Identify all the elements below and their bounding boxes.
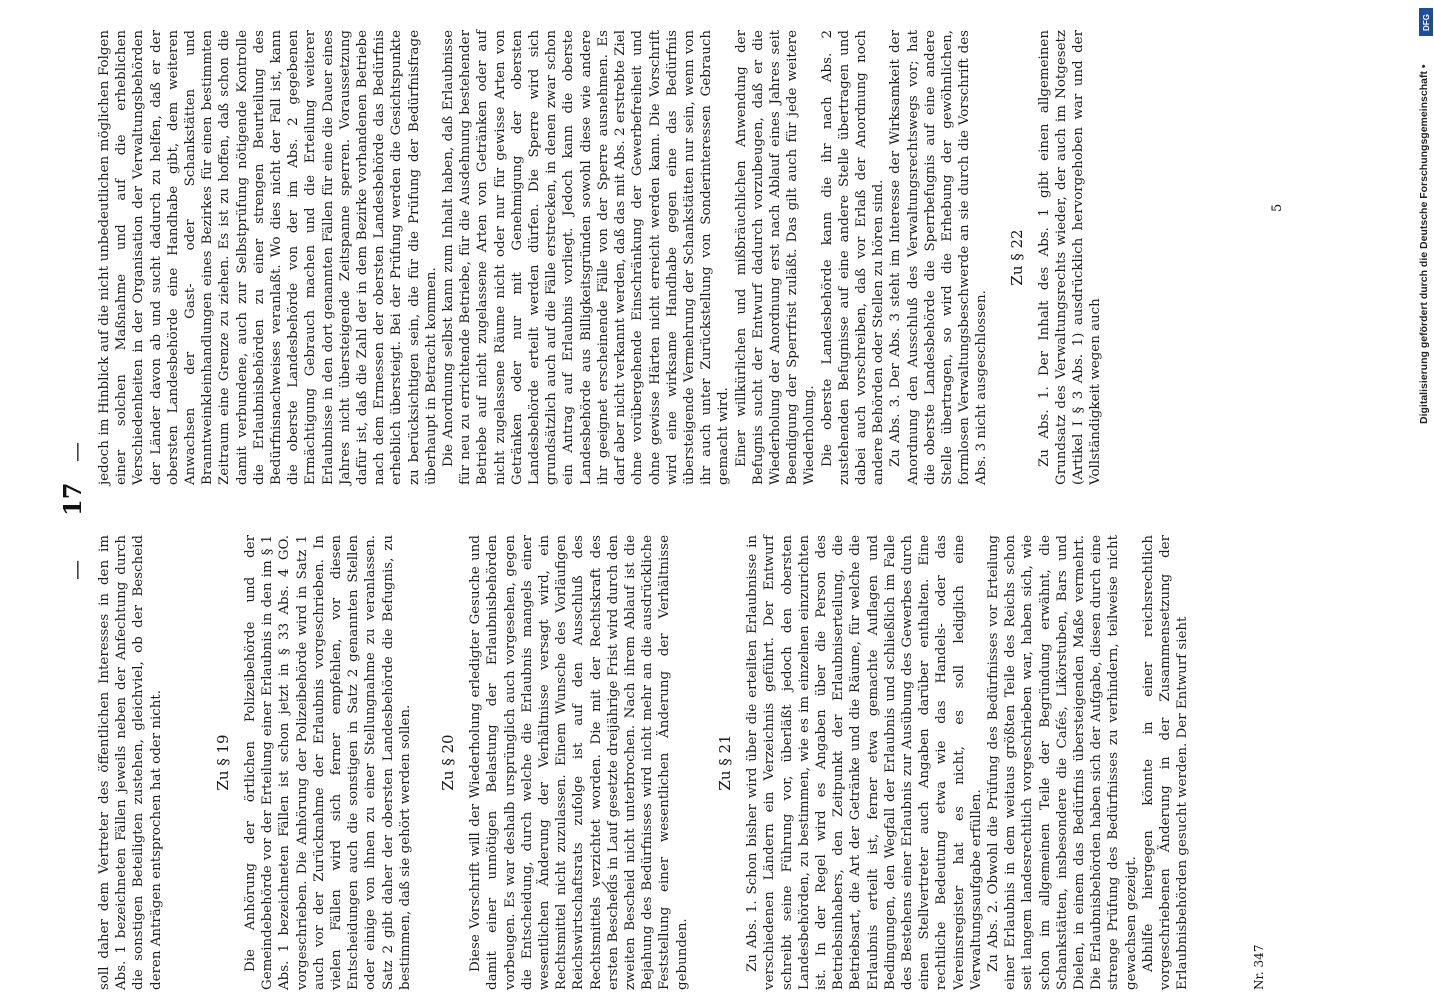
page-number: 17 xyxy=(58,482,87,516)
section-21-text-b: Zu Abs. 2. Obwohl die Prüfung des Bedürfnisses vor Erteilung einer Erlaubnis in dem weitaus größten Teile des Reichs schon seit langem landesrechtlich vorgeschrieben war, haben sich, wie schon im allgemeinen Teile der Begründung erwähnt, die Schankstätten, insbesondere die Cafés, Likörstuben, Bars und Dielen, in einem das Bedürfnis übersteigenden Maße vermehrt. Die Erlaubnisbehörden haben sich der Aufgabe, diesen durch eine strenge Prüfung des Bedürfnisses zu verhindern, teilweise nicht gewachsen gezeigt. xyxy=(985,535,1139,990)
section-19-text: Die Anhörung der örtlichen Polizeibehörde und der Gemeindebehörde vor der Erteilung einer Erlaubnis in den im § 1 Abs. 1 bezeichneten Fällen ist schon jetzt in § 33 Abs. 4 GO. vorgeschrieben. Die Anhörung der Polizeibehörde wird in Satz 1 auch vor der Zurücknahme der Erlaubnis vorgeschrieben. In vielen Fällen wird sich ferner empfehlen, vor diesen Entscheidungen auch die sonstigen in Satz 2 genannten Stellen oder einige von ihnen zu einer Stellungnahme zu veranlassen. Satz 2 gibt daher der obersten Landesbehörde die Befugnis, zu bestimmen, daß sie gehört werden sollen. xyxy=(243,535,413,990)
section-21-text-c: Abhilfe hiergegen könnte in einer reichsrechtlich vorgeschriebenen Änderung in der Zusammensetzung der Erlaubnisbehörden gesucht werden. Der Entwurf sieht xyxy=(1140,535,1191,990)
header-dash-left: — xyxy=(64,560,88,580)
section-20-text: Diese Vorschrift will der Wiederholung erledigter Gesuche und damit einer unnötigen Belastung der Erlaubnisbehörden vorbeugen. Es war deshalb ursprünglich auch vorgesehen, gegen die Entscheidung, durch welche die Erlaubnis mangels einer wesentlichen Änderung der Verhältnisse versagt wird, ein Rechtsmittel nicht zuzulassen. Einem Wunsche des Vorläufigen Reichswirtschaftsrats zufolge ist auf den Ausschluß des Rechtsmittels verzichtet worden. Die mit der Rechtskraft des ersten Bescheids in Lauf gesetzte dreijährige Frist wird durch den zweiten Bescheid nicht unterbrochen. Nach ihrem Ablauf ist die Bejahung des Bedürfnisses wird nicht mehr an die ausdrückliche Feststellung einer wesentlichen Änderung der Verhältnisse gebunden. xyxy=(468,535,690,990)
dfg-logo xyxy=(1419,8,1433,36)
left-intro-paragraph: soll daher dem Vertreter des öffentlichen Interesses in den im Abs. 1 bezeichneten Fällen jeweils neben der Anfechtung durch die sonstigen Beteiligten zustehen, gleichviel, ob der Bescheid deren Anträgen entsprochen hat oder nicht. xyxy=(97,535,164,990)
left-column xyxy=(96,535,1191,990)
right-column xyxy=(96,30,1105,485)
sheet-label: Nr. 347 xyxy=(1252,944,1266,990)
footer-page-number: 5 xyxy=(1270,203,1285,212)
right-paragraph-3: Einer willkürlichen und mißbräuchlichen Anwendung der Befugnis sucht der Entwurf dadurch vorzubeugen, daß er die Wiederholung der Anordnung erst nach Ablauf eines Jahres seit Beendigung der Sperrfrist zuläßt. Das gilt auch für jede weitere Wiederholung. xyxy=(733,30,818,485)
dfg-logo-text: DFG xyxy=(1421,13,1431,31)
right-paragraph-1: jedoch im Hinblick auf die nicht unbedeutlichen möglichen Folgen einer solchen Maßnahme und auf die erheblichen Verschiedenheiten in der Organisation der Verwaltungsbehörden der Länder davon ab und sucht dadurch zu helfen, daß er der obersten Landesbehörde eine Handhabe gibt, dem weiteren Anwachsen der Gast- oder Schankstätten und Branntweinkleinhandlungen eines Bezirkes für einen bestimmten Zeitraum eine Grenze zu ziehen. Es ist zu hoffen, daß schon die damit verbundene, auch zur Selbstprüfung nötigende Kontrolle die Erlaubnisbehörden zu einer strengen Beurteilung des Bedürfnisnachweises veranlaßt. Wo dies nicht der Fall ist, kann die oberste Landesbehörde von der im Abs. 2 gegebenen Ermächtigung Gebrauch machen und die Erteilung weiterer Erlaubnisse in den dort genannten Fällen für eine die Dauer eines Jahres nicht übersteigende Zeitspanne sperren. Voraussetzung dafür ist, daß die Zahl der in dem Bezirke vorhandenen Betriebe nach dem Ermessen der obersten Landesbehörde das Bedürfnis erheblich übersteigt. Bei der Prüfung werden die Gesichtspunkte zu berücksichtigen sein, die für die Prüfung der Bedürfnisfrage überhaupt in Betracht kommen. xyxy=(97,30,439,485)
section-heading-19: Zu § 19 xyxy=(213,734,232,791)
header-dash-right: — xyxy=(64,442,88,462)
dfg-credit-text: Digitalisierung gefördert durch die Deutsche Forschungsgemeinschaft • xyxy=(1418,64,1430,424)
section-heading-21: Zu § 21 xyxy=(715,734,734,791)
right-paragraph-5: Zu Abs. 3. Der Abs. 3 steht im Interesse der Wirksamkeit der Anordnung den Ausschluß des Verwaltungsrechtswegs vor; hat die oberste Landesbehörde die Sperrbefugnis auf eine andere Stelle übertragen, so wird die Erhebung der gewöhnlichen, formlosen Verwaltungsbeschwerde an sie durch die Vorschrift des Abs. 3 nicht ausgeschlossen. xyxy=(888,30,990,485)
right-paragraph-2: Die Anordnung selbst kann zum Inhalt haben, daß Erlaubnisse für neu zu errichtende Betriebe, für die Ausdehnung bestehender Betriebe auf nicht zugelassene Arten von Getränken oder auf nicht zugelassene Räume nicht oder nur für gewisse Arten von Getränken oder nur mit Genehmigung der obersten Landesbehörde erteilt werden dürfen. Die Sperre wird sich grundsätzlich auch auf die Fälle erstrecken, in denen zwar schon ein Antrag auf Erlaubnis vorliegt. Jedoch kann die oberste Landesbehörde aus Billigkeitsgründen sowohl diese wie andere ihr geeignet erscheinende Fälle von der Sperre ausnehmen. Es darf aber nicht verkannt werden, daß das mit Abs. 2 erstrebte Ziel ohne vorübergehende Einschränkung der Gewerbefreiheit und ohne gewisse Härten nicht erreicht werden kann. Die Vorschrift wird eine wirksame Handhabe gegen eine das Bedürfnis übersteigende Vermehrung der Schankstätten nur sein, wenn von ihr auch unter Zurückstellung von Sonderinteressen Gebrauch gemacht wird. xyxy=(441,30,732,485)
section-21-text-a: Zu Abs. 1. Schon bisher wird über die erteilten Erlaubnisse in verschiedenen Ländern ein Verzeichnis geführt. Der Entwurf schreibt seine Führung vor, überläßt jedoch den obersten Landesbehörden, zu bestimmen, wie es im einzelnen einzurichten ist. In der Regel wird es Angaben über die Person des Betriebsinhabers, den Zeitpunkt der Erlaubniserteilung, die Betriebsart, die Art der Getränke und die Räume, für welche die Erlaubnis erteilt ist, ferner etwa gemachte Auflagen und Bedingungen, den Wegfall der Erlaubnis und schließlich im Falle des Bestehens einer Erlaubnis zur Ausübung des Gewerbes durch einen Stellvertreter auch Angaben darüber enthalten. Eine rechtliche Bedeutung etwa wie das Handels- oder das Vereinsregister hat es nicht, es soll lediglich eine Verwaltungsaufgabe erfüllen. xyxy=(745,535,984,990)
right-paragraph-4: Die oberste Landesbehörde kann die ihr nach Abs. 2 zustehenden Befugnisse auf eine andere Stelle übertragen und dabei auch vorschreiben, daß vor Erlaß der Anordnung noch andere Behörden oder Stellen zu hören sind. xyxy=(819,30,887,485)
section-heading-22: Zu § 22 xyxy=(1007,229,1026,286)
section-22-text: Zu Abs. 1. Der Inhalt des Abs. 1 gibt einen allgemeinen Grundsatz des Verwaltungsrechts wieder, der auch im Notgesetz (Artikel I § 3 Abs. 1) ausdrücklich hervorgehoben war und der Vollständigkeit wegen auch xyxy=(1036,30,1104,485)
section-heading-20: Zu § 20 xyxy=(439,734,458,791)
